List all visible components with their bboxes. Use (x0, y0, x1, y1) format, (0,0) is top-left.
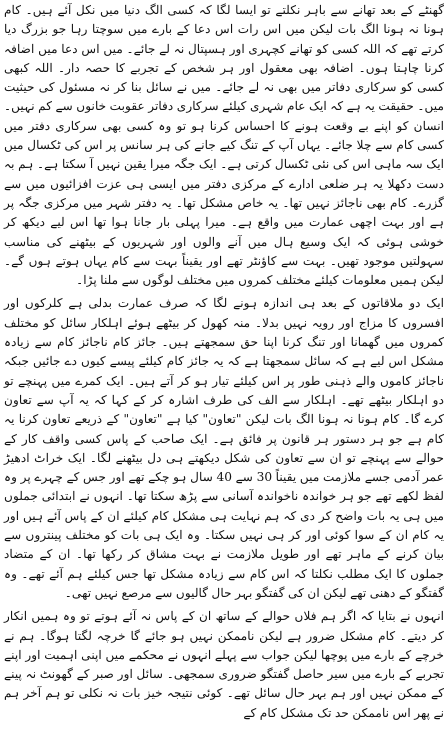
paragraph: گھنٹے کے بعد تھانے سے باہر نکلتے تو ایسا لگا کہ کسی الگ دنیا میں نکل آئے ہیں۔ کام ہونا نہ ہونا الگ بات لیکن میں اس رات اس دعا کے بارے میں سوچتا رہا جو بزرگ دیا کرتے تھے کہ اللہ کسی کو تھانے کچہری اور ہسپتال نہ لے جائے۔ میں اس دعا میں اضافہ کرنا چاہتا ہوں۔ اضافہ بھی معقول اور ہر شخص کے تجربے کا حصہ دار۔ اللہ کبھی کسی کو سرکاری دفاتر میں بھی نہ لے جائے۔ میں نے سائل بنا کر نہ مسئول کی حیثیت میں۔ حقیقت یہ ہے کہ ایک عام شہری کیلئے سرکاری دفاتر عقوبت خانوں سے کم نہیں۔ انسان کو اپنے بے وقعت ہونے کا احساس کرنا ہو تو وہ کسی بھی سرکاری دفتر میں کسی کام سے چلا جائے۔ یہاں آپ کے تنگ کیے جانے کی ہر سانس پر اس کی ٹکسال میں ایک سہ ماہی اس کی نئی ٹکسال کرتی ہے۔ ایک جگہ میرا یقین نہیں آ سکتا ہے۔ ہم بہ دست دکھلا یہ ہر ضلعی ادارے کے مرکزی دفتر میں ایسی ہی عزت افزائیوں میں سے گزرے۔ کام بھی ناجائز نہیں تھا۔ یہ خاص مشکل تھا۔ یہ دفتر شہر میں مرکزی جگہ پر ہے اور بہت اچھی عمارت میں واقع ہے۔ میرا پہلی بار جانا ہوا تھا اس لیے دیکھ کر خوشی ہوئی کہ ایک وسیع ہال میں آنے والوں اور شہریوں کے بیٹھنے کی مناسب سہولتیں موجود تھیں۔ بہت سے کاؤنٹر تھے اور یقیناً بہت سے کام یہاں ہوتے ہوں گے۔ لیکن ہمیں معلومات کیلئے مختلف کمروں میں مختلف لوگوں سے ملنا پڑا۔ (3, 3, 444, 288)
paragraph: ایک دو ملاقاتوں کے بعد ہی اندازہ ہونے لگا کہ صرف عمارت بدلی ہے کلرکوں اور افسروں کا مزاج اور رویہ نہیں بدلا۔ منہ کھول کر بیٹھے ہوئے اہلکار سائل کو مختلف کمروں میں گھمانا اور تنگ کرنا اپنا حق سمجھتے ہیں۔ جائز کام ناجائز کام سے زیادہ مشکل اس لیے ہے کہ سائل سمجھتا ہے کہ یہ جائز کام کیلئے پیسے کیوں دے جائیں جبکہ ناجائز کاموں والے ذہنی طور پر اس کیلئے تیار ہو کر آتے ہیں۔ ایک کمرے میں پہنچے تو دو اہلکار بیٹھے تھے۔ اہلکار سے الف کی طرف اشارہ کر کے کہا کہ یہ آپ سے تعاون کرے گا۔ کام ہونا نہ ہونا الگ بات لیکن "تعاون" کیا ہے "تعاون" کے ذریعے تعاون کرنا یہ کام ہے جو ہر دستور ہر قانون پر فائق ہے۔ ایک صاحب کے پاس کسی واقف کار کے حوالے سے پہنچے تو ان سے تعاون کی شکل دیکھتے ہی دل بیٹھنے لگا۔ ایک خراٹ ادھیڑ عمر آدمی جسے ملازمت میں یقیناً 30 سے 40 سال ہو چکے تھے اور جس کے چہرے پر وہ لفظ لکھے تھے جو ہر خواندہ ناخواندہ آسانی سے پڑھ سکتا تھا۔ انہوں نے ابتدائی جملوں میں ہی یہ بات واضح کر دی کہ ہم نہایت ہی مشکل کام کیلئے ان کے پاس آئے ہیں اور یہ کام ان کے سوا کوئی اور کر ہی نہیں سکتا۔ وہ ایک ہی بات کو مختلف پینتروں سے بیان کرنے کے ماہر تھے اور طویل ملازمت نے بہت مشاق کر رکھا تھا۔ ان کے متضاد جملوں کا ایک مطلب نکلتا کہ اس کام سے زیادہ مشکل تھا جس کیلئے ہم آئے تھے۔ وہ گفتگو کے دھنی تھے لیکن ان کی گفتگو بہر حال گالیوں سے مرصع نہیں تھی۔ (4, 296, 444, 600)
paragraph: انہوں نے بتایا کہ اگر ہم فلاں حوالے کے ساتھ ان کے پاس نہ آئے ہوتے تو وہ ہمیں انکار کر دیتے۔ کام مشکل ضرور ہے لیکن ناممکن نہیں ہو جائے گا خرچہ لگتا ہوگا۔ ہم نے خرچے کے بارے میں پوچھا لیکن جواب سے پہلے انہوں نے محکمے میں اپنی اہمیت اور اپنے تجربے کے بارے میں سیر حاصل گفتگو ضروری سمجھی۔ سائل اور صبر کے گھونٹ نہ پینے کے ممکن نہیں اور ہم بہر حال سائل تھے۔ کوئی نتیجہ خیز بات نہ نکلی تو ہم آخر ہم نے پھر اس ناممکن حد تک مشکل کام کے (4, 609, 444, 720)
